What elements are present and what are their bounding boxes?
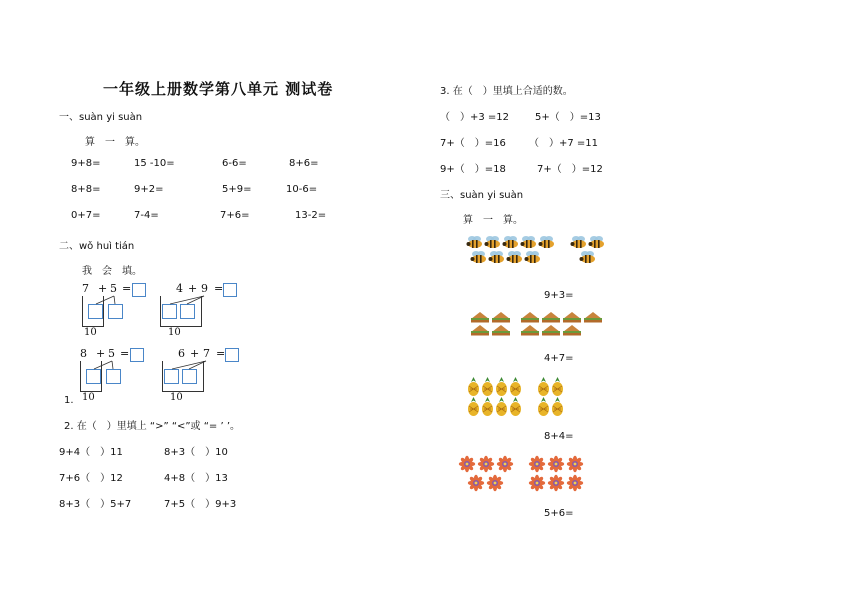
section-2-heading: 二、wǒ huì tián [59, 241, 135, 252]
problem: 0+7= [71, 210, 101, 221]
flower-icon [477, 455, 495, 473]
problem: 13-2= [295, 210, 327, 221]
item-3-prompt: 3. 在（ ）里填上合适的数。 [440, 86, 573, 97]
sandwich-picture-group [470, 311, 600, 341]
problem: 5+9= [222, 184, 252, 195]
flower-icon [566, 455, 584, 473]
pineapple-icon [481, 397, 494, 416]
problem: 7+6= [220, 210, 250, 221]
pineapple-icon [537, 397, 550, 416]
picture-caption: 5+6= [544, 508, 574, 519]
fill-item: 5+（ ）=13 [535, 112, 601, 123]
section-3-heading: 三、suàn yi suàn [440, 190, 524, 201]
addend-b: 5 [110, 282, 117, 295]
equals-sign: = [216, 347, 226, 360]
item-1-number: 1. [64, 395, 74, 406]
problem: 6-6= [222, 158, 247, 169]
bee-icon [570, 235, 587, 249]
addend-a: 4 [176, 282, 183, 295]
compare-item: 9+4（ ）11 [59, 447, 123, 458]
section-1-subtitle: 算 一 算。 [85, 137, 145, 148]
equals-sign: = [122, 282, 132, 295]
flower-picture-group [458, 455, 588, 495]
bee-icon [466, 235, 483, 249]
flower-icon [496, 455, 514, 473]
split-line [114, 296, 115, 304]
problem: 7-4= [134, 210, 159, 221]
sandwich-icon [491, 311, 511, 323]
flower-icon [547, 474, 565, 492]
addend-b: 9 [201, 282, 208, 295]
number-bond-diagram [78, 347, 148, 405]
bee-icon [588, 235, 605, 249]
number-bond-diagram [160, 282, 240, 340]
compare-item: 8+3（ ）10 [164, 447, 228, 458]
bracket [80, 361, 102, 392]
addend-b: 7 [203, 347, 210, 360]
fill-item: 7+（ ）=12 [537, 164, 603, 175]
picture-caption: 9+3= [544, 290, 574, 301]
picture-caption: 8+4= [544, 431, 574, 442]
bee-icon [470, 250, 487, 264]
bee-icon [579, 250, 596, 264]
sandwich-icon [541, 324, 561, 336]
flower-icon [547, 455, 565, 473]
equals-sign: = [214, 282, 224, 295]
flower-icon [528, 455, 546, 473]
plus-sign: + [98, 282, 108, 295]
addend-b: 5 [108, 347, 115, 360]
pineapple-icon [551, 377, 564, 396]
pineapple-icon [467, 377, 480, 396]
bee-icon [488, 250, 505, 264]
section-2-subtitle: 我 会 填。 [82, 266, 142, 277]
flower-icon [566, 474, 584, 492]
problem: 8+8= [71, 184, 101, 195]
picture-caption: 4+7= [544, 353, 574, 364]
sandwich-icon [520, 311, 540, 323]
problem: 10-6= [286, 184, 318, 195]
pineapple-icon [509, 377, 522, 396]
addend-a: 7 [82, 282, 89, 295]
bee-icon [502, 235, 519, 249]
section-3-subtitle: 算 一 算。 [463, 215, 523, 226]
bracket [160, 296, 202, 327]
bee-icon [520, 235, 537, 249]
bee-icon [538, 235, 555, 249]
flower-icon [486, 474, 504, 492]
fill-item: 9+（ ）=18 [440, 164, 506, 175]
bee-icon [506, 250, 523, 264]
sandwich-icon [562, 324, 582, 336]
bracket [162, 361, 204, 392]
problem: 9+8= [71, 158, 101, 169]
fill-item: （ ）+7 =11 [529, 138, 599, 149]
sandwich-icon [520, 324, 540, 336]
sandwich-icon [470, 311, 490, 323]
sum-label: 10 [168, 327, 181, 338]
pineapple-icon [495, 377, 508, 396]
plus-sign: + [96, 347, 106, 360]
sandwich-icon [541, 311, 561, 323]
sum-label: 10 [84, 327, 97, 338]
number-bond-diagram [162, 347, 242, 405]
pineapple-icon [495, 397, 508, 416]
sandwich-icon [583, 311, 603, 323]
section-1-heading: 一、suàn yi suàn [59, 112, 143, 123]
page-title: 一年级上册数学第八单元 测试卷 [103, 80, 334, 98]
equals-sign: = [120, 347, 130, 360]
compare-item: 8+3（ ）5+7 [59, 499, 132, 510]
problem: 9+2= [134, 184, 164, 195]
pineapple-icon [481, 377, 494, 396]
compare-item: 7+5（ ）9+3 [164, 499, 237, 510]
compare-item: 7+6（ ）12 [59, 473, 123, 484]
sandwich-icon [491, 324, 511, 336]
sum-label: 10 [82, 392, 95, 403]
bracket [82, 296, 104, 327]
fill-item: （ ）+3 =12 [440, 112, 510, 123]
split-line [112, 361, 113, 369]
pineapple-picture-group [467, 377, 577, 417]
number-bond-diagram [80, 282, 150, 340]
pineapple-icon [551, 397, 564, 416]
plus-sign: + [188, 282, 198, 295]
plus-sign: + [190, 347, 200, 360]
bee-picture-group [466, 235, 616, 269]
sum-label: 10 [170, 392, 183, 403]
problem: 8+6= [289, 158, 319, 169]
bee-icon [484, 235, 501, 249]
addend-a: 8 [80, 347, 87, 360]
item-2-prompt: 2. 在（ ）里填上 “>” “<”或 “= ’ ’。 [64, 421, 241, 432]
fill-item: 7+（ ）=16 [440, 138, 506, 149]
pineapple-icon [537, 377, 550, 396]
compare-item: 4+8（ ）13 [164, 473, 228, 484]
flower-icon [528, 474, 546, 492]
pineapple-icon [467, 397, 480, 416]
flower-icon [467, 474, 485, 492]
problem: 15 -10= [134, 158, 175, 169]
addend-a: 6 [178, 347, 185, 360]
flower-icon [458, 455, 476, 473]
pineapple-icon [509, 397, 522, 416]
bee-icon [524, 250, 541, 264]
sandwich-icon [470, 324, 490, 336]
sandwich-icon [562, 311, 582, 323]
